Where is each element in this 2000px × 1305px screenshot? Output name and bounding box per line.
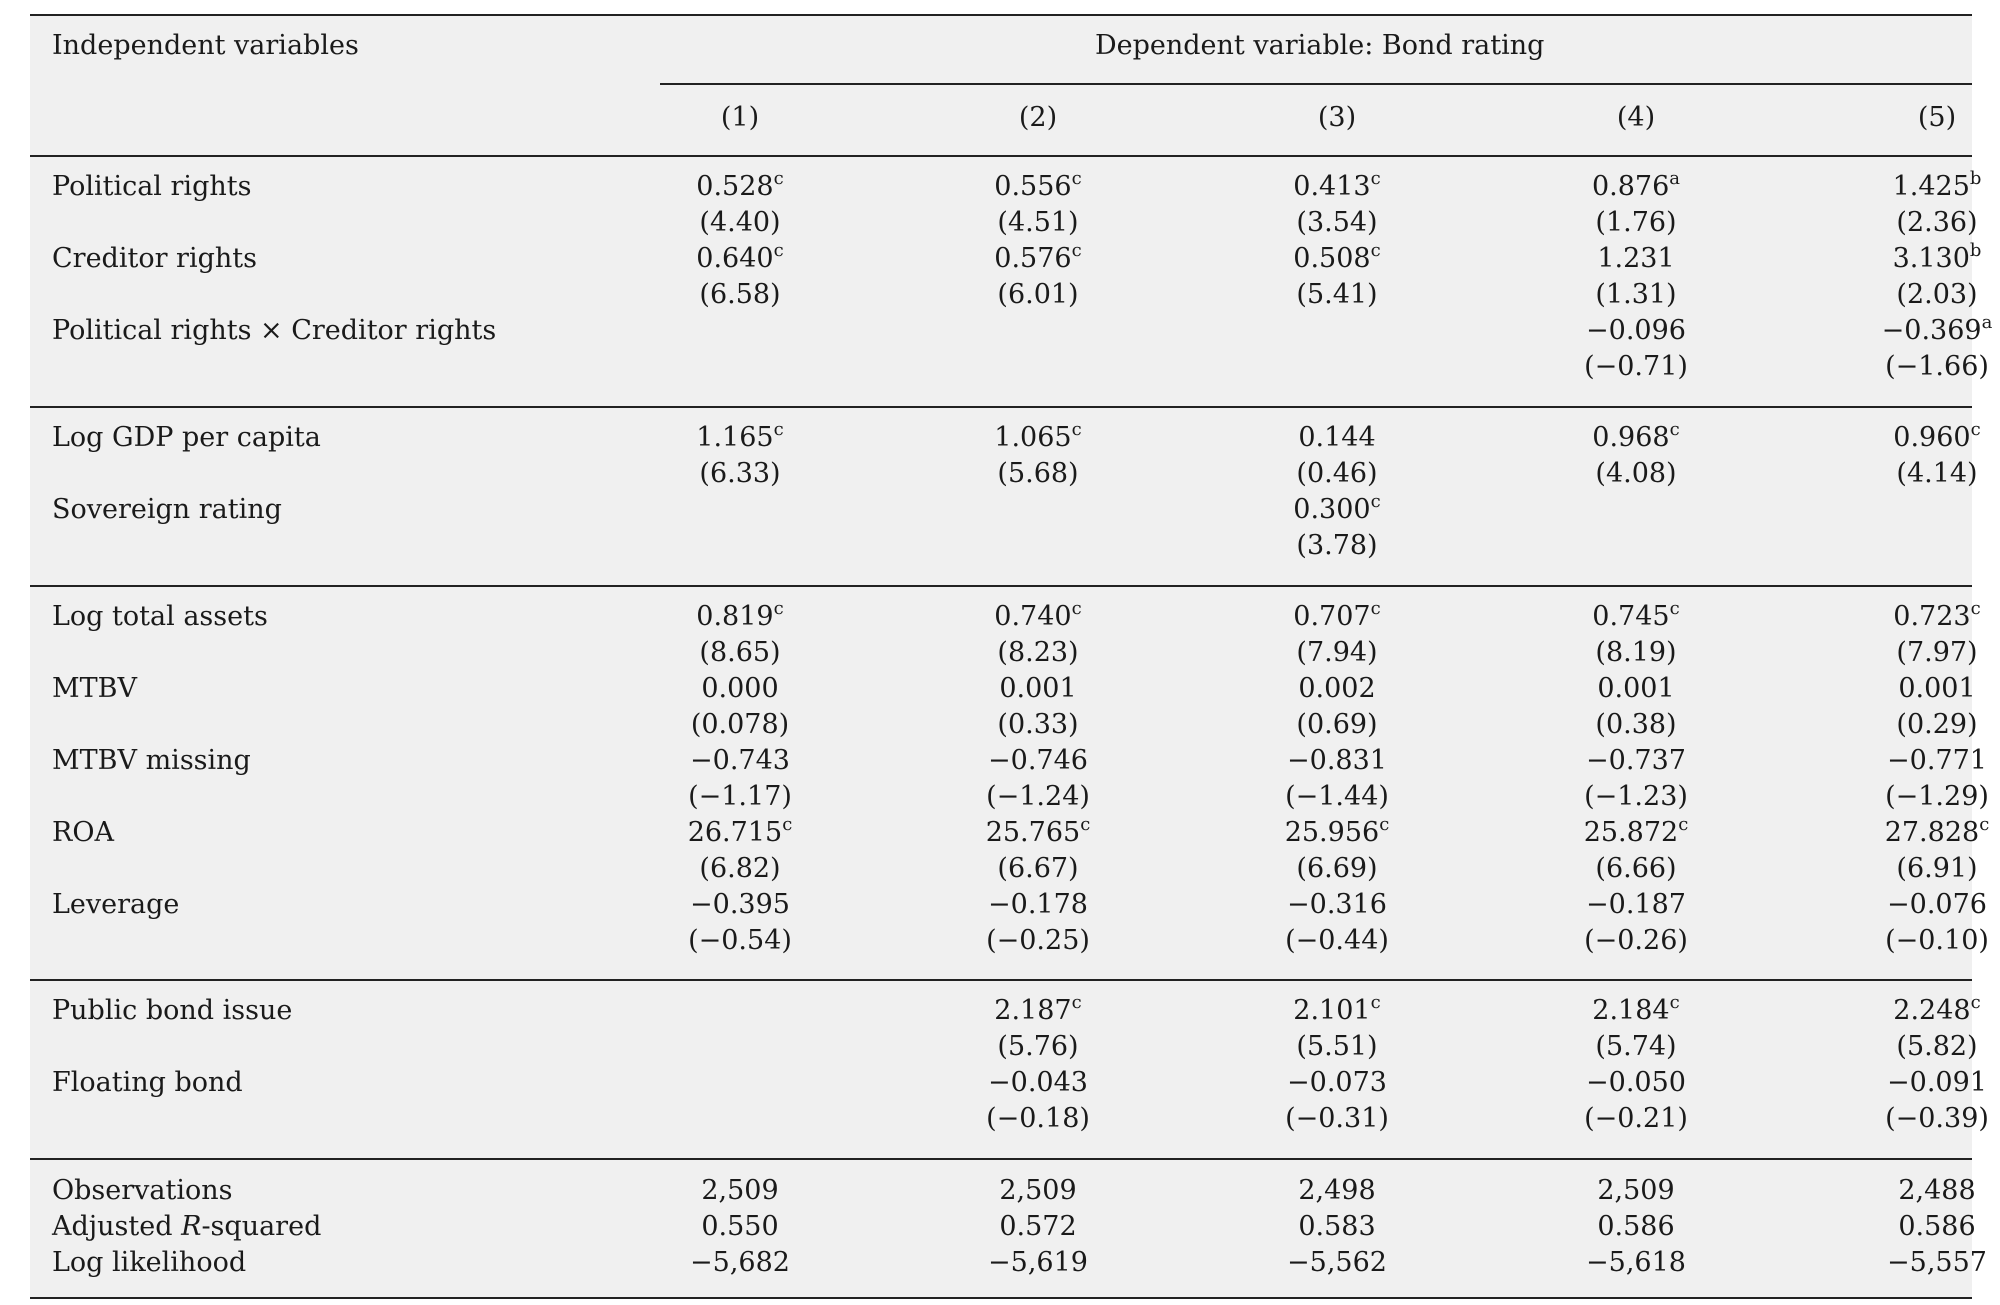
t-stat-row	[30, 635, 1978, 671]
coefficient-row	[30, 992, 1981, 1029]
significance-marker: c	[782, 814, 793, 835]
stat-cell: 0.550	[701, 1211, 779, 1242]
t-stat-cell: (0.38)	[1595, 709, 1677, 740]
coefficient-row	[30, 312, 1993, 349]
coefficient-cell: 2.248$^c$	[1893, 992, 1981, 1026]
t-stat-cell: (5.74)	[1595, 1031, 1677, 1062]
bottom-rule	[30, 1297, 1972, 1299]
coefficient-cell: −0.831	[1287, 745, 1387, 776]
coefficient-row	[30, 598, 1981, 635]
coefficient-cell: 27.828$^c$	[1884, 814, 1990, 848]
t-stat-cell: (5.41)	[1296, 279, 1378, 310]
coefficient-cell: −0.743	[690, 745, 790, 776]
dependent-variable-header: Dependent variable: Bond rating	[1095, 30, 1545, 61]
row-label: Floating bond	[52, 1067, 243, 1098]
coefficient-cell: 0.960$^c$	[1893, 419, 1981, 453]
stats-row	[30, 1173, 1976, 1209]
stat-cell: −5,562	[1287, 1247, 1387, 1278]
coefficient-cell: −0.073	[1287, 1067, 1387, 1098]
t-stat-cell: (6.69)	[1296, 853, 1378, 884]
t-stat-cell: (4.51)	[997, 207, 1079, 238]
t-stat-cell: (−0.54)	[688, 925, 792, 956]
column-header-4: (4)	[1616, 102, 1656, 133]
coefficient-cell: 0.876$^a$	[1591, 168, 1681, 202]
column-header-2: (2)	[1018, 102, 1058, 133]
t-stat-cell: (−0.21)	[1584, 1103, 1688, 1134]
row-label: Log GDP per capita	[52, 422, 321, 453]
coefficient-cell: 0.528$^c$	[696, 168, 784, 202]
t-stat-row	[30, 851, 1978, 887]
t-stat-cell: (−1.23)	[1584, 781, 1688, 812]
t-stat-cell: (8.23)	[997, 637, 1079, 668]
stats-row	[30, 1245, 1987, 1281]
t-stat-cell: (−0.44)	[1285, 925, 1389, 956]
coefficient-cell: 0.001	[1597, 673, 1675, 704]
group-rule-2	[30, 585, 1972, 587]
stat-cell: 2,509	[701, 1175, 779, 1206]
coefficient-row	[30, 168, 1982, 205]
t-stat-cell: (−0.26)	[1584, 925, 1688, 956]
coefficient-cell: 25.765$^c$	[985, 814, 1091, 848]
coefficient-cell: −0.076	[1887, 889, 1987, 920]
coefficient-cell: −0.737	[1586, 745, 1686, 776]
significance-marker: a	[1981, 312, 1993, 333]
coefficient-cell: 0.300$^c$	[1293, 491, 1381, 525]
t-stat-cell: (5.82)	[1896, 1031, 1978, 1062]
stat-cell: 2,509	[999, 1175, 1077, 1206]
stat-cell: −5,618	[1586, 1247, 1686, 1278]
row-label: Leverage	[52, 889, 180, 920]
coefficient-cell: −0.096	[1586, 315, 1686, 346]
coefficient-cell: −0.050	[1586, 1067, 1686, 1098]
row-label: Public bond issue	[52, 995, 293, 1026]
t-stat-cell: (4.40)	[699, 207, 781, 238]
t-stat-cell: (6.82)	[699, 853, 781, 884]
row-label: Observations	[52, 1175, 233, 1206]
significance-marker: c	[1370, 491, 1381, 512]
stat-cell: 0.586	[1898, 1211, 1976, 1242]
coefficient-cell: 0.144	[1298, 422, 1376, 453]
stat-cell: 2,498	[1298, 1175, 1376, 1206]
coefficient-cell: 1.165$^c$	[696, 419, 784, 453]
t-stat-cell: (4.08)	[1595, 458, 1677, 489]
row-label: ROA	[52, 817, 114, 848]
coefficient-row	[30, 492, 1972, 528]
t-stat-row	[30, 707, 1978, 743]
t-stat-cell: (0.33)	[997, 709, 1079, 740]
coefficient-cell: 0.576$^c$	[994, 240, 1082, 274]
t-stat-cell: (0.078)	[690, 709, 790, 740]
t-stat-cell: (0.69)	[1296, 709, 1378, 740]
coefficient-cell: 2.184$^c$	[1592, 992, 1680, 1026]
coefficient-cell: 0.740$^c$	[994, 598, 1082, 632]
significance-marker: c	[1669, 419, 1680, 440]
row-label: Sovereign rating	[52, 494, 282, 525]
group-rule-1	[30, 406, 1972, 408]
t-stat-row	[30, 779, 1989, 815]
coefficient-row	[30, 887, 1987, 923]
t-stat-cell: (0.46)	[1296, 458, 1378, 489]
significance-marker: c	[1979, 814, 1990, 835]
coefficient-cell: −0.178	[988, 889, 1088, 920]
coefficient-cell: 0.413$^c$	[1293, 168, 1381, 202]
row-label: MTBV	[52, 673, 137, 704]
stat-cell: 0.583	[1298, 1211, 1376, 1242]
column-header-5: (5)	[1917, 102, 1957, 133]
coefficient-cell: −0.316	[1287, 889, 1387, 920]
coefficient-cell: 0.508$^c$	[1293, 240, 1381, 274]
coefficient-row	[30, 743, 1987, 779]
significance-marker: c	[1071, 240, 1082, 261]
coefficient-row	[30, 671, 1976, 707]
coefficient-cell: 25.872$^c$	[1583, 814, 1689, 848]
significance-marker: c	[1669, 598, 1680, 619]
t-stat-cell: (6.91)	[1896, 853, 1978, 884]
t-stat-row	[30, 923, 1989, 959]
t-stat-cell: (−1.66)	[1885, 351, 1989, 382]
coefficient-cell: 0.723$^c$	[1893, 598, 1981, 632]
coefficient-cell: 0.968$^c$	[1592, 419, 1680, 453]
coefficient-cell: 26.715$^c$	[687, 814, 793, 848]
stat-cell: 2,488	[1898, 1175, 1976, 1206]
coefficient-cell: −0.746	[988, 745, 1088, 776]
t-stat-cell: (−1.44)	[1285, 781, 1389, 812]
significance-marker: c	[1970, 598, 1981, 619]
t-stat-cell: (3.54)	[1296, 207, 1378, 238]
coefficient-cell: −0.187	[1586, 889, 1686, 920]
stat-cell: −5,619	[988, 1247, 1088, 1278]
significance-marker: c	[773, 598, 784, 619]
stat-cell: 0.586	[1597, 1211, 1675, 1242]
significance-marker: c	[1370, 168, 1381, 189]
t-stat-cell: (3.78)	[1296, 530, 1378, 561]
group-macro	[30, 419, 1981, 564]
significance-marker: c	[773, 240, 784, 261]
stats-group	[30, 1173, 1987, 1281]
significance-marker: c	[1669, 992, 1680, 1013]
group-rule-3	[30, 979, 1972, 981]
t-stat-cell: (4.14)	[1896, 458, 1978, 489]
coefficient-row	[30, 240, 1982, 277]
coefficient-row	[30, 814, 1990, 851]
t-stat-cell: (8.65)	[699, 637, 781, 668]
coefficient-cell: 0.640$^c$	[696, 240, 784, 274]
significance-marker: c	[1071, 168, 1082, 189]
row-label: Log likelihood	[52, 1247, 247, 1278]
t-stat-cell: (1.76)	[1595, 207, 1677, 238]
row-label: Political rights	[52, 171, 252, 202]
t-stat-cell: (6.01)	[997, 279, 1079, 310]
t-stat-cell: (6.67)	[997, 853, 1079, 884]
t-stat-row	[30, 277, 1978, 313]
significance-marker: c	[1970, 992, 1981, 1013]
t-stat-cell: (−0.71)	[1584, 351, 1688, 382]
stat-cell: −5,682	[690, 1247, 790, 1278]
coefficient-cell: −0.369$^a$	[1881, 312, 1993, 346]
group-firm	[30, 598, 1990, 959]
t-stat-cell: (5.68)	[997, 458, 1079, 489]
column-header-1: (1)	[720, 102, 760, 133]
top-rule	[30, 14, 1972, 16]
t-stat-cell: (−0.18)	[986, 1103, 1090, 1134]
coefficient-cell: 0.745$^c$	[1592, 598, 1680, 632]
significance-marker: c	[1071, 419, 1082, 440]
header-rule	[30, 155, 1972, 157]
coefficient-cell: 1.231	[1597, 243, 1675, 274]
coefficient-cell: −0.771	[1887, 745, 1987, 776]
significance-marker: c	[1071, 992, 1082, 1013]
coefficient-cell: 1.065$^c$	[994, 419, 1082, 453]
t-stat-cell: (−1.17)	[688, 781, 792, 812]
t-stat-cell: (5.51)	[1296, 1031, 1378, 1062]
independent-variables-header: Independent variables	[52, 30, 359, 61]
t-stat-row	[30, 456, 1978, 492]
coefficient-cell: −0.395	[690, 889, 790, 920]
coefficient-cell: −0.043	[988, 1067, 1088, 1098]
significance-marker: c	[1370, 240, 1381, 261]
t-stat-cell: (7.94)	[1296, 637, 1378, 668]
coefficient-cell: 0.001	[999, 673, 1077, 704]
t-stat-cell: (8.19)	[1595, 637, 1677, 668]
coefficient-cell: 2.101$^c$	[1293, 992, 1381, 1026]
significance-marker: b	[1969, 240, 1982, 261]
coefficient-cell: 0.001	[1898, 673, 1976, 704]
t-stat-row	[30, 1101, 1989, 1137]
stat-cell: 2,509	[1597, 1175, 1675, 1206]
significance-marker: c	[773, 419, 784, 440]
coefficient-cell: 3.130$^b$	[1892, 240, 1982, 274]
significance-marker: c	[1970, 419, 1981, 440]
row-label: Creditor rights	[52, 243, 257, 274]
t-stat-cell: (5.76)	[997, 1031, 1079, 1062]
t-stat-row	[30, 528, 1972, 564]
row-label: Log total assets	[52, 601, 268, 632]
significance-marker: c	[1678, 814, 1689, 835]
coefficient-row	[30, 1065, 1987, 1101]
column-header-3: (3)	[1317, 102, 1357, 133]
coefficient-cell: 1.425$^b$	[1892, 168, 1982, 202]
significance-marker: c	[1080, 814, 1091, 835]
significance-marker: b	[1969, 168, 1982, 189]
group-rights	[30, 168, 1993, 385]
row-label: Political rights × Creditor rights	[52, 315, 497, 346]
t-stat-cell: (1.31)	[1595, 279, 1677, 310]
coefficient-cell: 2.187$^c$	[994, 992, 1082, 1026]
coefficient-cell: 0.556$^c$	[994, 168, 1082, 202]
stats-row	[30, 1209, 1976, 1245]
group-rule-4	[30, 1158, 1972, 1160]
t-stat-cell: (−0.10)	[1885, 925, 1989, 956]
t-stat-cell: (7.97)	[1896, 637, 1978, 668]
coefficient-cell: 0.002	[1298, 673, 1376, 704]
t-stat-cell: (6.58)	[699, 279, 781, 310]
t-stat-row	[30, 205, 1978, 241]
t-stat-cell: (−0.31)	[1285, 1103, 1389, 1134]
t-stat-cell: (2.36)	[1896, 207, 1978, 238]
row-label: MTBV missing	[52, 745, 251, 776]
t-stat-cell: (0.29)	[1896, 709, 1978, 740]
coefficient-row	[30, 419, 1981, 456]
dependent-header-underline	[660, 83, 1972, 85]
significance-marker: c	[1370, 992, 1381, 1013]
regression-table	[30, 14, 1993, 1299]
significance-marker: c	[1379, 814, 1390, 835]
coefficient-cell: −0.091	[1887, 1067, 1987, 1098]
t-stat-cell: (2.03)	[1896, 279, 1978, 310]
t-stat-cell: (−0.25)	[986, 925, 1090, 956]
significance-marker: c	[1071, 598, 1082, 619]
coefficient-cell: 0.819$^c$	[696, 598, 784, 632]
coefficient-cell: 0.707$^c$	[1293, 598, 1381, 632]
t-stat-cell: (−1.24)	[986, 781, 1090, 812]
stat-cell: 0.572	[999, 1211, 1077, 1242]
t-stat-cell: (−1.29)	[1885, 781, 1989, 812]
t-stat-cell: (6.66)	[1595, 853, 1677, 884]
stat-cell: −5,557	[1887, 1247, 1987, 1278]
coefficient-cell: 0.000	[701, 673, 779, 704]
t-stat-row	[30, 1029, 1978, 1065]
t-stat-row	[30, 349, 1989, 385]
t-stat-cell: (6.33)	[699, 458, 781, 489]
significance-marker: a	[1669, 168, 1681, 189]
significance-marker: c	[1370, 598, 1381, 619]
coefficient-cell: 25.956$^c$	[1284, 814, 1390, 848]
t-stat-cell: (−0.39)	[1885, 1103, 1989, 1134]
row-label: Adjusted R-squared	[52, 1211, 322, 1242]
significance-marker: c	[773, 168, 784, 189]
group-bond	[30, 992, 1989, 1137]
